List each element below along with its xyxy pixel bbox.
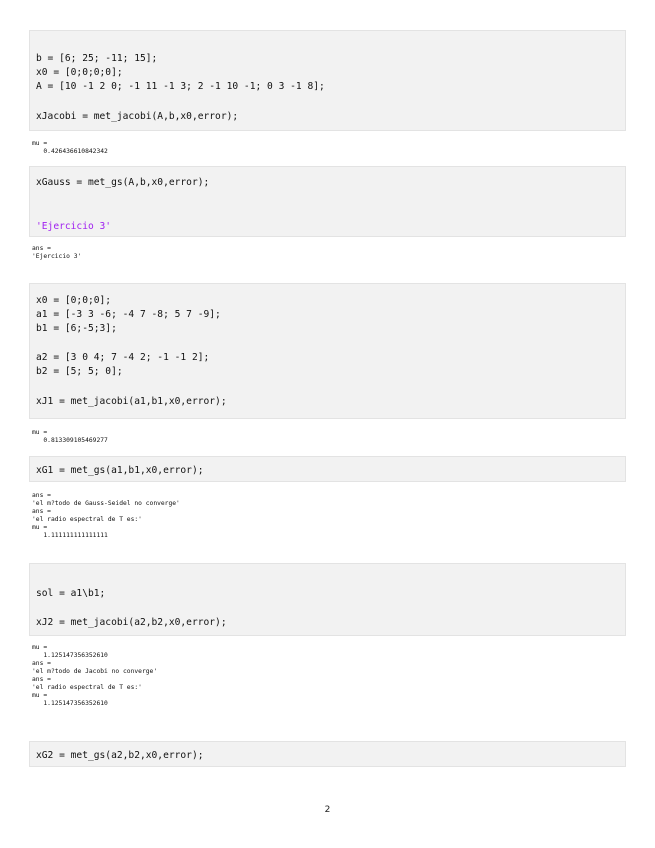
output-line: mu = xyxy=(32,140,48,147)
output-block-2 xyxy=(32,245,82,269)
output-line: 1.125147356352610 xyxy=(32,652,108,659)
code-line: x0 = [0;0;0;0]; xyxy=(36,67,123,78)
code-block-2 xyxy=(29,166,626,237)
page-number: 2 xyxy=(324,805,331,815)
output-line: ans = xyxy=(32,660,51,667)
code-block-3 xyxy=(29,283,626,419)
output-line: mu = xyxy=(32,524,48,531)
output-line: 0.426436610842342 xyxy=(32,148,108,155)
output-block-5 xyxy=(32,644,158,716)
code-line: xG2 = met_gs(a2,b2,x0,error); xyxy=(36,750,204,761)
code-line: x0 = [0;0;0]; xyxy=(36,295,112,306)
code-block-5 xyxy=(29,563,626,636)
output-line: ans = xyxy=(32,492,51,499)
output-line: mu = xyxy=(32,692,48,699)
code-line: a1 = [-3 3 -6; -4 7 -8; 5 7 -9]; xyxy=(36,309,221,320)
code-line: a2 = [3 0 4; 7 -4 2; -1 -1 2]; xyxy=(36,352,210,363)
output-line: mu = xyxy=(32,644,48,651)
code-string: 'Ejercicio 3' xyxy=(36,221,112,232)
code-line: sol = a1\b1; xyxy=(36,588,106,599)
code-line: A = [10 -1 2 0; -1 11 -1 3; 2 -1 10 -1; 0 3 -1 8]; xyxy=(36,81,325,92)
code-line: xG1 = met_gs(a1,b1,x0,error); xyxy=(36,465,204,476)
output-line: ans = xyxy=(32,245,51,252)
output-block-4 xyxy=(32,492,180,548)
code-line: xGauss = met_gs(A,b,x0,error); xyxy=(36,177,210,188)
output-line: 'el radio espectral de T es:' xyxy=(32,684,142,691)
output-line: 'el radio espectral de T es:' xyxy=(32,516,142,523)
output-line: ans = xyxy=(32,676,51,683)
output-line: 0.813309105469277 xyxy=(32,437,108,444)
output-line: 1.111111111111111 xyxy=(32,532,108,539)
code-line: xJ1 = met_jacobi(a1,b1,x0,error); xyxy=(36,396,227,407)
code-line: b2 = [5; 5; 0]; xyxy=(36,366,123,377)
code-block-6 xyxy=(29,741,626,767)
output-block-1 xyxy=(32,140,108,164)
code-block-4 xyxy=(29,456,626,482)
code-line: b1 = [6;-5;3]; xyxy=(36,323,117,334)
code-line: b = [6; 25; -11; 15]; xyxy=(36,53,158,64)
output-block-3 xyxy=(32,429,108,453)
code-block-1 xyxy=(29,30,626,131)
output-line: ans = xyxy=(32,508,51,515)
output-line: 'Ejercicio 3' xyxy=(32,253,82,260)
code-line: xJ2 = met_jacobi(a2,b2,x0,error); xyxy=(36,617,227,628)
output-line: 'el m?todo de Jacobi no converge' xyxy=(32,668,158,675)
code-line: xJacobi = met_jacobi(A,b,x0,error); xyxy=(36,111,239,122)
output-line: 'el m?todo de Gauss-Seidel no converge' xyxy=(32,500,180,507)
output-line: 1.125147356352610 xyxy=(32,700,108,707)
output-line: mu = xyxy=(32,429,48,436)
